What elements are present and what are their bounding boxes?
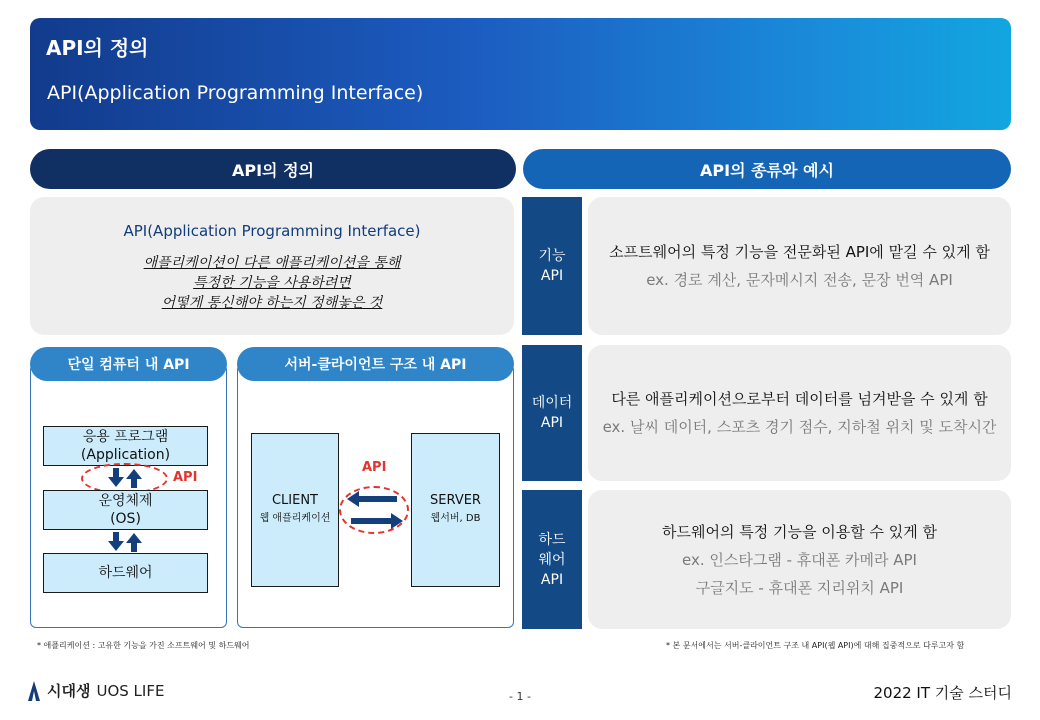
hardware-box (43, 553, 208, 593)
definition-title: API(Application Programming Interface) (123, 222, 421, 240)
up-arrow-icon (126, 533, 142, 543)
client-server-label: 서버-클라이언트 구조 내 API (237, 347, 514, 381)
left-section-heading: API의 정의 (30, 149, 516, 189)
definition-line: 어떻게 통신해야 하는지 정해놓은 것 (161, 295, 383, 311)
os-box (43, 490, 208, 530)
definition-line: 특정한 기능을 사용하려면 (193, 275, 351, 291)
brand-bold: 시대생 (47, 682, 91, 700)
side-label-line: 데이터 (531, 395, 573, 411)
side-label-line: 기능 (538, 248, 566, 264)
card-main-text: 다른 애플리케이션으로부터 데이터를 넘겨받을 수 있게 함 (611, 390, 988, 408)
page-subtitle: API(Application Programming Interface) (47, 82, 424, 104)
single-computer-label: 단일 컴퓨터 내 API (30, 347, 227, 381)
card-example-text: ex. 경로 계산, 문자메시지 전송, 문장 번역 API (646, 271, 953, 289)
api-label-single: API (173, 470, 198, 485)
page-number: - 1 - (509, 690, 531, 703)
client-box (251, 433, 339, 587)
right-section-heading: API의 종류와 예시 (523, 149, 1011, 189)
header-banner (30, 18, 1011, 130)
brand-rest: UOS LIFE (96, 681, 165, 700)
side-label-line: 하드 (538, 531, 566, 548)
right-arrow-icon (351, 513, 403, 529)
study-title: 2022 IT 기술 스터디 (873, 684, 1012, 702)
footnote-right: * 본 문서에서는 서버-클라이언트 구조 내 API(웹 API)에 대해 집중적으로 다루고자 함 (666, 641, 965, 650)
os-hw-arrows (105, 531, 145, 553)
api-label-client-server: API (362, 460, 387, 475)
side-label-data (522, 345, 582, 481)
side-label-line: 웨어 (538, 551, 566, 568)
request-response-arrows (347, 490, 403, 530)
card-example-text: ex. 날씨 데이터, 스포츠 경기 점수, 지하철 위치 및 도착시간 (602, 418, 997, 436)
hardware-api-card (588, 490, 1011, 629)
down-arrow-shaft (113, 532, 119, 542)
os-box-title: 운영체제 (98, 493, 153, 509)
footnote-left: * 애플리케이션 : 고유한 기능을 가진 소프트웨어 및 하드웨어 (37, 641, 250, 650)
card-example-text: 구글지도 - 휴대폰 지리위치 API (695, 578, 904, 597)
side-label-line: API (540, 571, 564, 588)
page-title: API의 정의 (46, 36, 149, 60)
card-example-text: ex. 인스타그램 - 휴대폰 카메라 API (682, 550, 917, 569)
function-api-card (588, 197, 1011, 335)
server-title: SERVER (430, 493, 481, 508)
side-label-line: API (540, 415, 564, 431)
side-label-line: API (540, 268, 564, 284)
left-arrow-icon (347, 491, 397, 507)
client-sub: 웹 애플리케이션 (259, 513, 331, 524)
definition-line: 애플리케이션이 다른 애플리케이션을 통해 (143, 255, 401, 271)
data-api-card (588, 345, 1011, 481)
application-box-title: 응용 프로그램 (82, 429, 169, 445)
card-main-text: 하드웨어의 특정 기능을 이용할 수 있게 함 (662, 522, 937, 541)
server-box (411, 433, 500, 587)
client-title: CLIENT (271, 493, 319, 508)
application-box-sub: (Application) (80, 447, 171, 463)
down-arrow-icon (108, 541, 124, 551)
side-label-function (522, 197, 582, 335)
application-box (43, 426, 208, 466)
definition-body (30, 253, 514, 313)
server-sub: 웹서버, DB (430, 513, 481, 524)
os-box-sub: (OS) (110, 511, 141, 527)
card-main-text: 소프트웨어의 특정 기능을 전문화된 API에 맡길 수 있게 함 (609, 243, 990, 261)
up-arrow-shaft (131, 542, 137, 552)
side-label-hardware (522, 490, 582, 629)
hardware-box-title: 하드웨어 (98, 565, 153, 581)
